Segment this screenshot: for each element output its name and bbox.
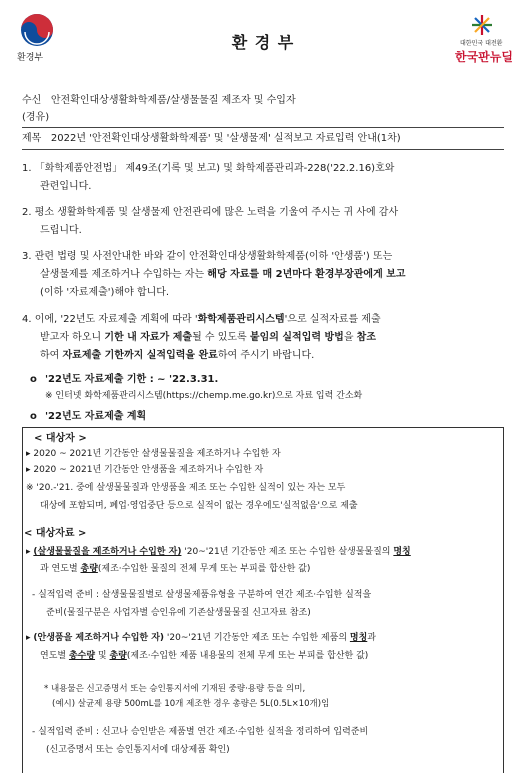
divider-top bbox=[22, 127, 504, 128]
data-item-1-line-2 bbox=[40, 563, 310, 576]
recipient-label: 수신 bbox=[22, 95, 42, 106]
item-4-line-1 bbox=[22, 313, 381, 327]
subject-label: 제목 bbox=[22, 133, 42, 144]
item-4-text-b: '으로 실적자료를 제출 bbox=[284, 314, 381, 325]
data-item-2-text-c: 연도별 bbox=[40, 651, 69, 661]
data-item-1-prep-line-1: - 실적입력 준비 : 살생물물질별로 살생물제품유형을 구분하여 연간 제조·수입한 실적을 bbox=[32, 590, 372, 600]
item-3-text: 살생물제를 제조하거나 수입하는 자는 bbox=[40, 269, 208, 280]
target-item-1: ▸ 2020 ~ 2021년 기간동안 살생물물질을 제조하거나 수입한 자 bbox=[26, 449, 281, 459]
data-item-1-text-a: '20~'21년 기간동안 제조 또는 수입한 살생물물질의 bbox=[181, 547, 394, 557]
data-item-2-line-1 bbox=[26, 632, 376, 645]
plan-bullet: o bbox=[30, 411, 37, 422]
divider-bottom bbox=[22, 149, 504, 150]
deadline-bullet: o bbox=[30, 374, 37, 385]
item-3-line-1: 3. 관련 법령 및 사전안내한 바와 같이 안전확인대상생활화학제품(이하 '안생품') 또는 bbox=[22, 251, 393, 262]
item-2-line-1: 2. 평소 생활화학제품 및 살생물제 안전관리에 많은 노력을 기울여 주시는 귀 사에 감사 bbox=[22, 207, 399, 218]
item-1-line-1: 1. 「화학제품안전법」 제49조(기록 및 보고) 및 화학제품관리과-228('22.2.16)호와 bbox=[22, 163, 395, 174]
data-item-2-qty-emphasis: 총수량 bbox=[68, 651, 96, 661]
brand-tagline: 대한민국 대전환 bbox=[460, 40, 503, 47]
recipient-row bbox=[22, 94, 296, 108]
item-1-line-2: 관련입니다. bbox=[40, 181, 92, 192]
data-item-2-text-e: (제조·수입한 제품 내용물의 전체 무게 또는 부피를 합산한 값) bbox=[126, 651, 369, 661]
item-4-text-d: 될 수 있도록 bbox=[192, 332, 250, 343]
item-4-text-f: 하여 bbox=[40, 350, 63, 361]
item-4-line-3 bbox=[40, 349, 314, 363]
data-item-2-note-line-2: (예시) 살균제 용량 500mL를 10개 제조한 경우 총량은 5L(0.5L×10개)임 bbox=[52, 699, 330, 709]
subject-row bbox=[22, 132, 401, 146]
data-item-2-text-a: '20~'21년 기간동안 제조 또는 수입한 제품의 bbox=[164, 633, 350, 643]
item-4-emphasis-d: 자료제출 기한까지 실적입력을 완료 bbox=[62, 350, 218, 361]
data-item-1-line-1 bbox=[26, 546, 411, 559]
plan-title: '22년도 자료제출 계획 bbox=[45, 411, 147, 422]
page-title: 환 경 부 bbox=[231, 33, 295, 52]
target-note-line-2: 대상에 포함되며, 폐업·영업중단 등으로 실적이 없는 경우에도'실적없음'으로 제출 bbox=[40, 501, 358, 511]
target-item-2: ▸ 2020 ~ 2021년 기간동안 안생품을 제조하거나 수입한 자 bbox=[26, 465, 264, 475]
data-item-2-text-d: 및 bbox=[95, 651, 110, 661]
via-row: (경유) bbox=[22, 112, 50, 123]
target-heading: < 대상자 > bbox=[34, 433, 87, 444]
data-item-1-marker: ▸ bbox=[26, 547, 34, 557]
deadline-title: '22년도 자료제출 기한 : ~ '22.3.31. bbox=[45, 374, 219, 385]
deadline-note: ※ 인터넷 화학제품관리시스템(https://chemp.me.go.kr)으로 자료 입력 간소화 bbox=[45, 391, 363, 401]
brand-name: 한국판뉴딜 bbox=[455, 50, 513, 64]
data-item-2-name-emphasis: 명칭 bbox=[349, 633, 368, 643]
new-deal-logo-icon bbox=[471, 14, 493, 36]
item-4-line-2 bbox=[40, 331, 376, 345]
data-item-2-subject: (안생품을 제조하거나 수입한 자) bbox=[33, 633, 165, 643]
data-item-1-text-b: 과 연도별 bbox=[40, 564, 81, 574]
data-item-2-text-b: 과 bbox=[367, 633, 376, 643]
item-4-text-g: 하여 주시기 바랍니다. bbox=[217, 350, 315, 361]
data-item-2-total-emphasis: 총량 bbox=[109, 651, 127, 661]
item-4-text-e: 을 bbox=[343, 332, 357, 343]
data-item-1-text-c: (제조·수입한 물질의 전체 무게 또는 부피를 합산한 값) bbox=[97, 564, 311, 574]
item-3-line-3: (이하 '자료제출')해야 합니다. bbox=[40, 287, 170, 298]
data-item-2-marker: ▸ bbox=[26, 633, 34, 643]
item-3-emphasis: 해당 자료를 매 2년마다 환경부장관에게 보고 bbox=[207, 269, 406, 280]
item-4-emphasis-c: 참조 bbox=[356, 332, 376, 343]
item-4-emphasis-b: 붙임의 실적입력 방법 bbox=[249, 332, 344, 343]
target-note-line-1: ※ '20.-'21. 중에 살생물물질과 안생품을 제조 또는 수입한 실적이 있는 자는 모두 bbox=[26, 483, 346, 493]
data-heading: < 대상자료 > bbox=[24, 528, 87, 539]
subject-value: 2022년 '안전확인대상생활화학제품' 및 '살생물제' 실적보고 자료입력 안내(1차) bbox=[50, 133, 401, 144]
data-item-2-prep-line-1: - 실적입력 준비 : 신고나 승인받은 제품별 연간 제조·수입한 실적을 정리하여 입력준비 bbox=[32, 727, 369, 737]
data-item-1-name-emphasis: 명칭 bbox=[393, 547, 411, 557]
recipient-value: 안전확인대상생활화학제품/살생물물질 제조자 및 수입자 bbox=[50, 95, 296, 106]
item-4-system-name: 화학제품관리시스템 bbox=[197, 314, 285, 325]
item-4-emphasis-a: 기한 내 자료가 제출 bbox=[104, 332, 193, 343]
data-item-1-total-emphasis: 총량 bbox=[80, 564, 98, 574]
data-item-2-prep-line-2: (신고증명서 또는 승인통지서에 대상제품 확인) bbox=[46, 745, 230, 755]
data-item-2-note-line-1: * 내용물은 신고증명서 또는 승인통지서에 기재된 중량·용량 등을 의미, bbox=[44, 684, 306, 694]
data-item-2-line-2 bbox=[40, 650, 368, 663]
item-3-line-2 bbox=[40, 268, 406, 282]
item-4-text-a: 4. 이에, '22년도 자료제출 계획에 따라 ' bbox=[22, 314, 198, 325]
data-item-1-prep-line-2: 준비(물질구분은 사업자별 승인유에 기존살생물물질 신고자료 참조) bbox=[46, 608, 311, 618]
ministry-label: 환경부 bbox=[17, 53, 44, 63]
item-4-text-c: 받고자 하오니 bbox=[40, 332, 105, 343]
item-2-line-2: 드립니다. bbox=[40, 225, 82, 236]
data-item-1-subject: (살생물물질을 제조하거나 수입한 자) bbox=[33, 547, 182, 557]
